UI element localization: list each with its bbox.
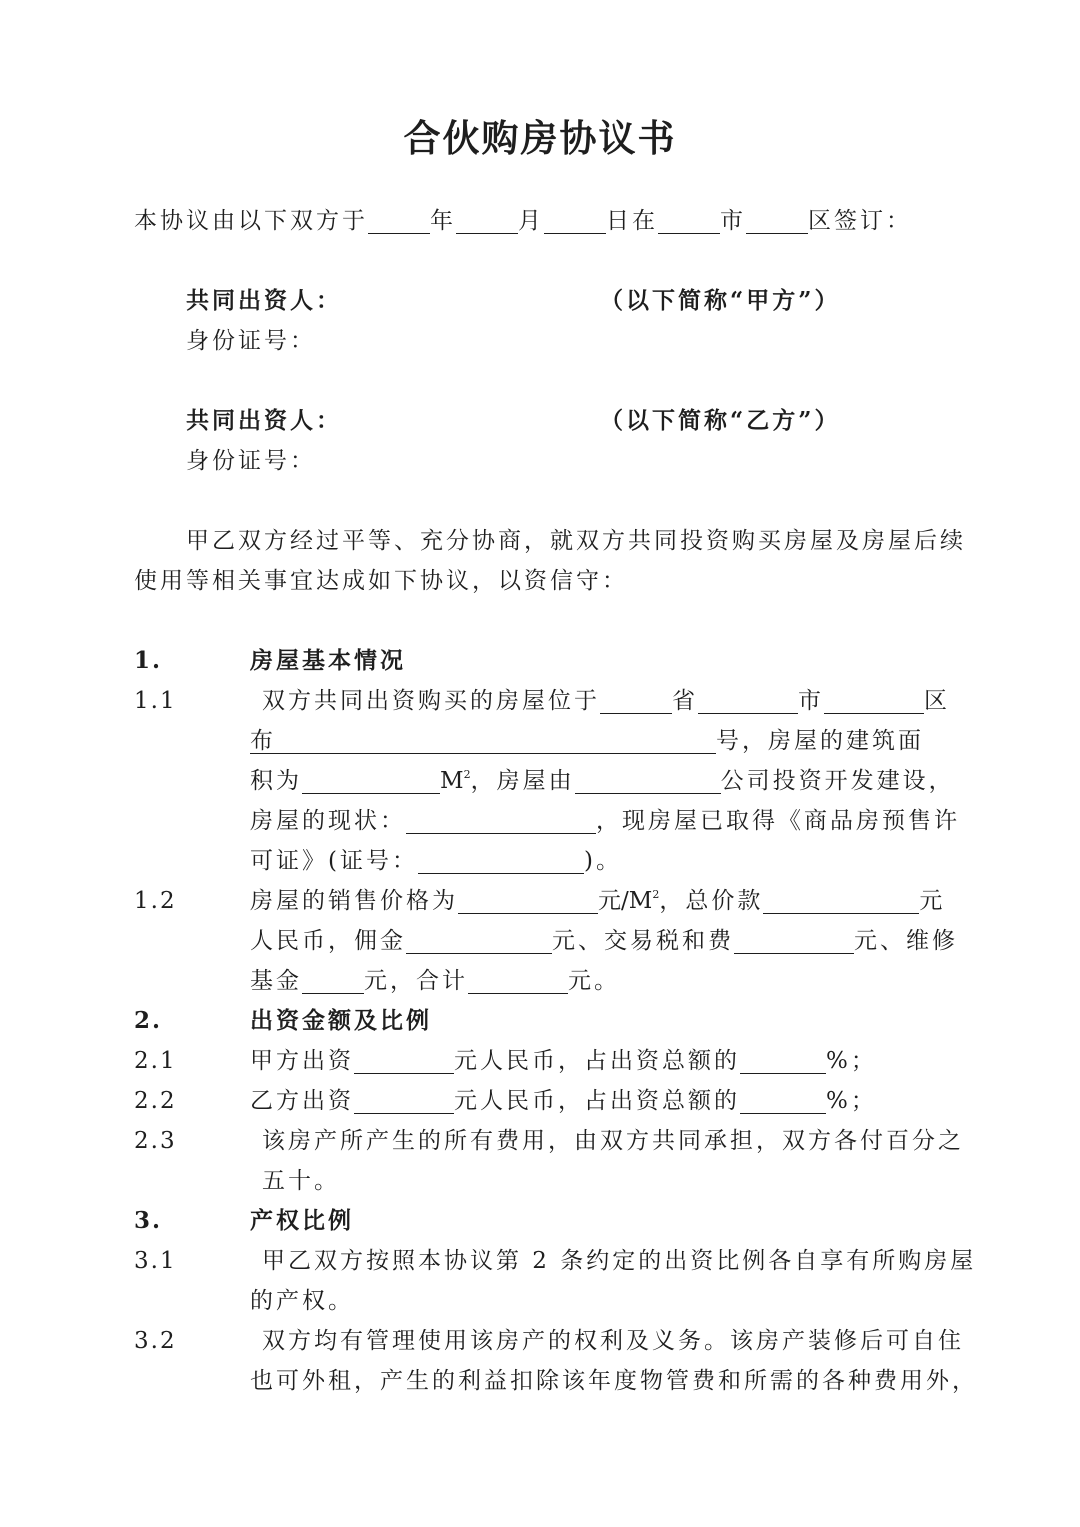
party-a-amount-blank [354,1049,454,1074]
province-blank [600,689,672,714]
clause-1-2-sum-label: 元，合计 [364,968,468,994]
party-b-percent-blank [740,1089,826,1114]
clause-3-2-line-2: 也可外租，产生的利益扣除该年度物管费和所需的各种费用外， [250,1368,978,1394]
clause-1-1-number: 1.1 [134,688,177,714]
intro-day-at: 日在 [606,208,658,234]
clause-1-1-status-label: 房屋的现状： [250,808,406,834]
area-unit-m: M [440,768,464,794]
clause-3-1-number: 3.1 [134,1248,177,1274]
clause-1-1-city: 市 [798,688,824,714]
clause-1-1-permit-suffix: )。 [583,848,622,874]
month-blank [456,209,518,234]
clause-2-2-number: 2.2 [134,1088,177,1114]
clause-2-2-share-label: 元人民币，占出资总额的 [454,1088,740,1114]
unit-price-unit [598,888,659,914]
unit-price-unit-sup: 2 [652,888,660,901]
intro-line [134,206,912,236]
preamble-line-2: 使用等相关事宜达成如下协议，以资信守： [134,568,628,594]
clause-1-1-bu: 布 [250,728,276,754]
clause-1-1-developer-suffix: 公司投资开发建设， [720,768,955,794]
party-a-id-label: 身份证号： [186,328,316,354]
address-blank [250,729,716,754]
document-title: 合伙购房协议书 [403,116,677,160]
clause-3-2-number: 3.2 [134,1328,177,1354]
clause-2-3-line-2: 五十。 [262,1168,340,1194]
clause-3-1-line-2: 的产权。 [250,1288,354,1314]
party-b-id-label: 身份证号： [186,448,316,474]
area-unit-sup: 2 [463,768,471,781]
clause-2-1-party-a: 甲方出资 [250,1048,354,1074]
area-blank [302,769,440,794]
year-blank [368,209,430,234]
district-blank [746,209,808,234]
clause-2-1-share-label: 元人民币，占出资总额的 [454,1048,740,1074]
clause-1-1-hao: 号，房屋的建筑面 [716,728,924,754]
clause-1-2-line-2 [250,926,958,956]
clause-2-2-party-b: 乙方出资 [250,1088,354,1114]
party-a-label: 共同出资人： [186,287,342,314]
section-3-number: 3. [134,1207,163,1234]
commission-blank [406,929,552,954]
intro-district-signed: 区签订： [808,208,912,234]
clause-1-2-line-1 [250,886,945,916]
party-a-alias: （以下简称“甲方”） [600,287,841,314]
clause-1-2-total-label: ，总价款 [659,888,764,914]
party-a-percent-blank [740,1049,826,1074]
clause-2-3-line-1: 该房产所产生的所有费用，由双方共同承担，双方各付百分之 [262,1128,964,1154]
clause-1-1-developer-label: ，房屋由 [470,768,575,794]
clause-1-2-yuan-end: 元。 [568,968,620,994]
party-b-label: 共同出资人： [186,407,342,434]
clause-1-1-area-label: 积为 [250,768,302,794]
clause-1-2-fund-label: 基金 [250,968,302,994]
clause-1-2-yuan: 元 [919,888,946,914]
intro-city: 市 [720,208,746,234]
unit-price-blank [458,889,598,914]
section-1-heading: 房屋基本情况 [250,647,406,674]
clause-3-1-line-1: 甲乙双方按照本协议第 2 条约定的出资比例各自享有所购房屋 [262,1248,977,1274]
clause-1-2-maintenance-label: 元、维修 [854,928,958,954]
permit-number-blank [418,849,584,874]
clause-1-1-province: 省 [672,688,698,714]
clause-2-1-percent: %； [826,1048,877,1074]
clause-1-1-text-a: 双方共同出资购买的房屋位于 [262,688,600,714]
status-blank [406,809,596,834]
clause-3-2-line-1: 双方均有管理使用该房产的权利及义务。该房产装修后可自住 [262,1328,964,1354]
area-unit [440,768,471,794]
party-b-amount-blank [354,1089,454,1114]
intro-year: 年 [430,208,456,234]
section-1-number: 1. [134,647,163,674]
clause-2-3-number: 2.3 [134,1128,177,1154]
clause-1-2-tax-label: 元、交易税和费 [552,928,734,954]
preamble-line-1: 甲乙双方经过平等、充分协商，就双方共同投资购买房屋及房屋后续 [186,528,966,554]
clause-1-1-line-2 [250,726,924,756]
city-blank [658,209,720,234]
clause-1-1-line-4 [250,806,960,836]
total-price-blank [763,889,919,914]
developer-blank [575,769,721,794]
fund-blank [302,969,364,994]
clause-2-1-line [250,1046,877,1076]
clause-1-1-district: 区 [924,688,950,714]
sum-blank [468,969,568,994]
party-b-alias: （以下简称“乙方”） [600,407,841,434]
tax-blank [734,929,854,954]
clause-2-2-line [250,1086,877,1116]
unit-price-unit-text: 元/M [598,888,653,914]
clause-1-2-number: 1.2 [134,888,177,914]
clause-1-1-status-suffix: ，现房屋已取得《商品房预售许 [596,808,960,834]
clause-1-2-line-3 [250,966,620,996]
clause-2-2-percent: %； [826,1088,877,1114]
intro-prefix: 本协议由以下双方于 [134,208,368,234]
section-3-heading: 产权比例 [250,1207,354,1234]
section-2-number: 2. [134,1007,163,1034]
clause-2-1-number: 2.1 [134,1048,177,1074]
intro-month: 月 [518,208,544,234]
clause-1-1-line-1 [262,686,950,716]
house-district-blank [824,689,924,714]
clause-1-1-line-3 [250,766,955,796]
section-2-heading: 出资金额及比例 [250,1007,432,1034]
house-city-blank [698,689,798,714]
clause-1-2-commission-label: 人民币，佣金 [250,928,406,954]
day-blank [544,209,606,234]
clause-1-1-line-5 [250,846,622,876]
clause-1-1-permit-label: 可证》(证号： [250,848,418,874]
clause-1-2-price-label: 房屋的销售价格为 [250,888,458,914]
